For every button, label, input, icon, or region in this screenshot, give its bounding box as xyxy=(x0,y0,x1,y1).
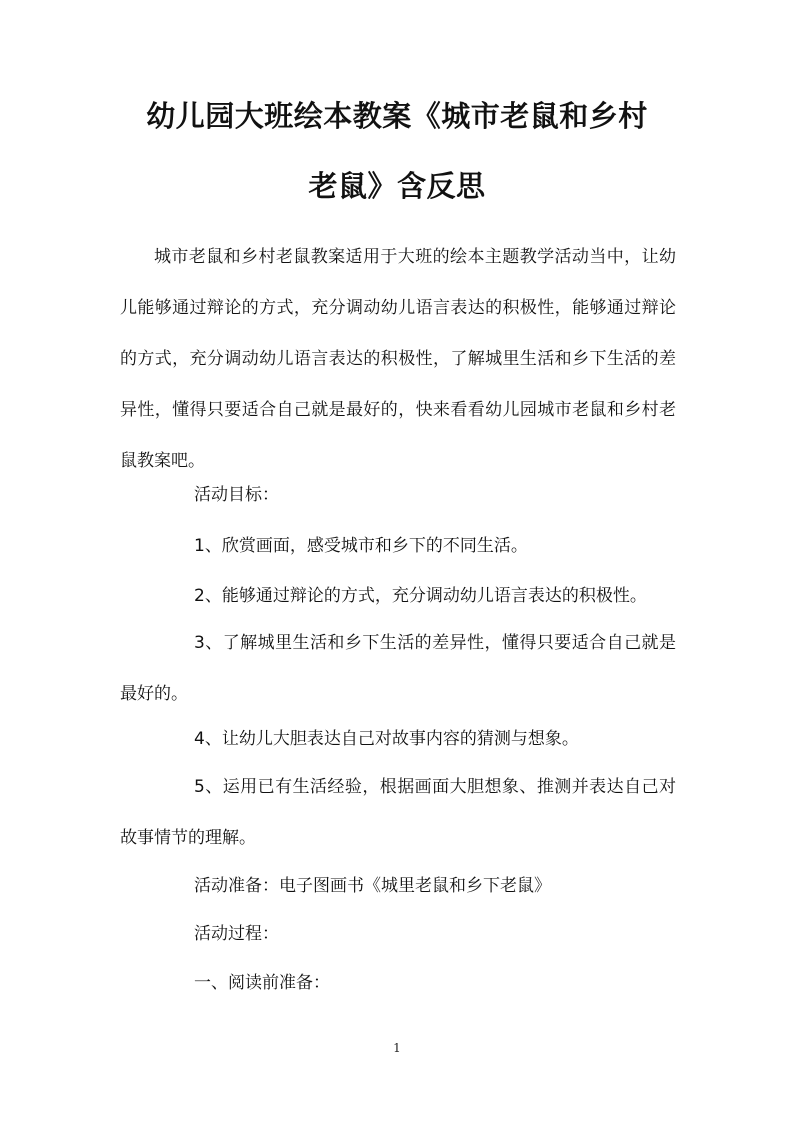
page-title-line-2: 老鼠》含反思 xyxy=(308,169,486,203)
intro-paragraph: 城市老鼠和乡村老鼠教案适用于大班的绘本主题教学活动当中，让幼儿能够通过辩论的方式，充分调动幼儿语言表达的积极性，能够通过辩论的方式，充分调动幼儿语言表达的积极性，了解城里生活和乡下生活的差异性，懂得只要适合自己就是最好的，快来看看幼儿园城市老鼠和乡村老鼠教案吧。 xyxy=(120,247,676,471)
process-step-1: 一、阅读前准备： xyxy=(194,973,330,993)
goals-heading: 活动目标： xyxy=(194,485,279,505)
goal-item-5: 5、运用已有生活经验，根据画面大胆想象、推测并表达自己对故事情节的理解。 xyxy=(120,777,676,848)
goal-item-4: 4、让幼儿大胆表达自己对故事内容的猜测与想象。 xyxy=(194,729,579,749)
goal-item-3: 3、了解城里生活和乡下生活的差异性，懂得只要适合自己就是最好的。 xyxy=(120,633,676,704)
goal-item-2: 2、能够通过辩论的方式，充分调动幼儿语言表达的积极性。 xyxy=(194,586,647,606)
goal-item-1: 1、欣赏画面，感受城市和乡下的不同生活。 xyxy=(194,536,528,556)
preparation-line: 活动准备：电子图画书《城里老鼠和乡下老鼠》 xyxy=(194,876,551,896)
process-heading: 活动过程： xyxy=(194,924,279,944)
page-title-line-1: 幼儿园大班绘本教案《城市老鼠和乡村 xyxy=(146,99,648,133)
page-number: 1 xyxy=(393,1041,401,1055)
